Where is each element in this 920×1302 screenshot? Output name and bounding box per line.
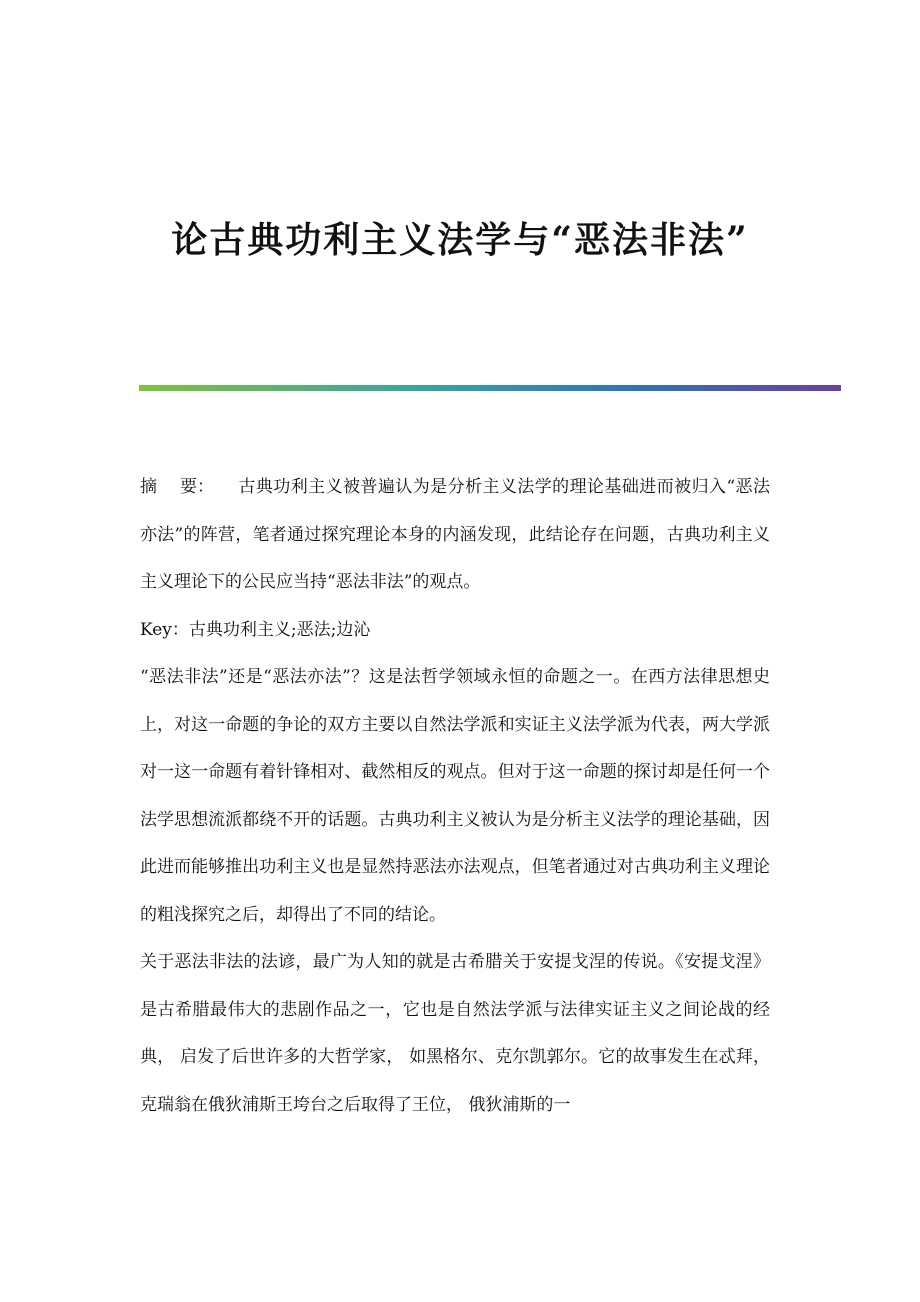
body-paragraph: “恶法非法”还是“恶法亦法”？这是法哲学领域永恒的命题之一。在西方法律思想史上，对这一命题的争论的双方主要以自然法学派和实证主义法学派为代表，两大学派对一这一命题有着针锋相对、截然相反的观点。但对于这一命题的探讨却是任何一个法学思想流派都绕不开的话题。古典功利主义被认为是分析主义法学的理论基础，因此进而能够推出功利主义也是显然持恶法亦法观点，但笔者通过对古典功利主义理论的粗浅探究之后，却得出了不同的结论。 <box>140 667 770 925</box>
keywords-line <box>140 607 770 655</box>
body-paragraph: 关于恶法非法的法谚，最广为人知的就是古希腊关于安提戈涅的传说。《安提戈涅》是古希腊最伟大的悲剧作品之一，它也是自然法学派与法律实证主义之间论战的经典， 启发了后世许多的大哲学家， 如黑格尔、克尔凯郭尔。它的故事发生在忒拜， 克瑞翁在俄狄浦斯王垮台之后取得了王位， 俄狄浦斯的一 <box>140 952 770 1115</box>
abstract-text: 古典功利主义被普遍认为是分析主义法学的理论基础进而被归入“恶法亦法”的阵营，笔者通过探究理论本身的内涵发现，此结论存在问题，古典功利主义主义理论下的公民应当持“恶法非法”的观点。 <box>140 477 770 592</box>
abstract-label-char1: 摘 <box>140 477 157 497</box>
keywords-label: Key： <box>140 619 189 640</box>
keywords-text: 古典功利主义;恶法;边沁 <box>188 619 371 640</box>
document-body <box>140 464 770 1129</box>
abstract-label <box>140 464 238 512</box>
title-divider-rule <box>139 385 841 391</box>
document-title: 论古典功利主义法学与“恶法非法” <box>171 219 749 261</box>
abstract-label-char2: 要： <box>180 477 214 497</box>
abstract-paragraph <box>140 464 770 607</box>
